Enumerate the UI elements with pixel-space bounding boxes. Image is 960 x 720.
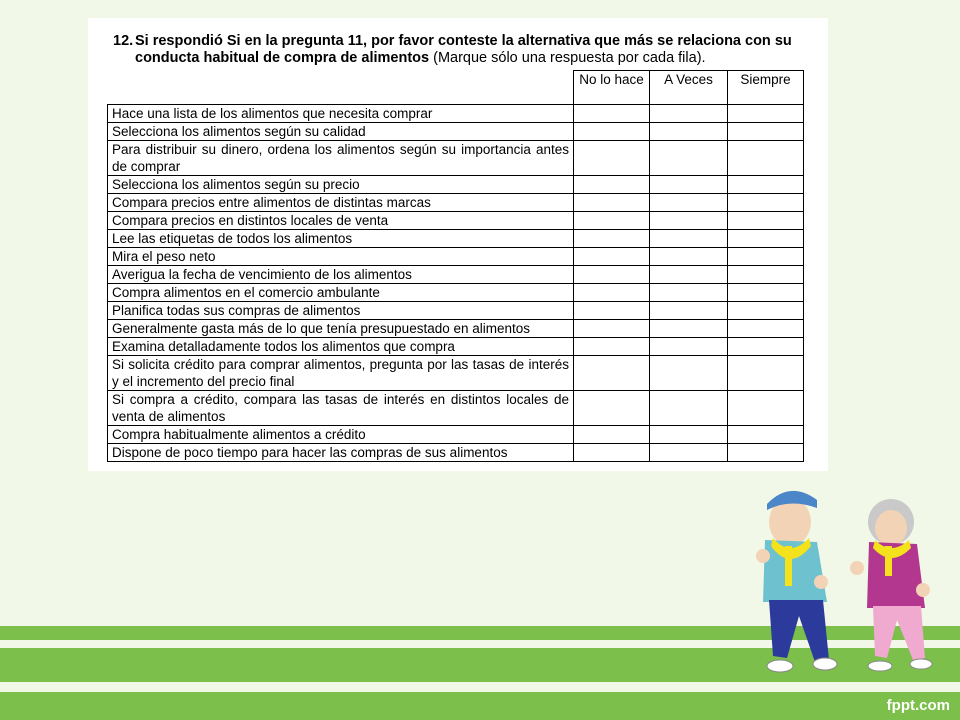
- answer-cell-siempre[interactable]: [728, 230, 804, 248]
- answer-cell-a-veces[interactable]: [650, 391, 728, 426]
- column-header-siempre: Siempre: [728, 71, 804, 105]
- table-row: [108, 141, 804, 176]
- answer-cell-no-lo-hace[interactable]: [574, 444, 650, 462]
- table-row: [108, 194, 804, 212]
- answer-cell-a-veces[interactable]: [650, 194, 728, 212]
- answer-cell-no-lo-hace[interactable]: [574, 230, 650, 248]
- row-statement: Dispone de poco tiempo para hacer las compras de sus alimentos: [108, 444, 574, 462]
- answer-cell-siempre[interactable]: [728, 320, 804, 338]
- row-statement: Para distribuir su dinero, ordena los alimentos según su importancia antes de comprar: [108, 141, 574, 176]
- answer-cell-siempre[interactable]: [728, 212, 804, 230]
- row-statement: Selecciona los alimentos según su calidad: [108, 123, 574, 141]
- answer-cell-siempre[interactable]: [728, 426, 804, 444]
- answer-cell-a-veces[interactable]: [650, 123, 728, 141]
- answer-cell-no-lo-hace[interactable]: [574, 194, 650, 212]
- answer-cell-siempre[interactable]: [728, 194, 804, 212]
- row-statement: Planifica todas sus compras de alimentos: [108, 302, 574, 320]
- row-statement: Selecciona los alimentos según su precio: [108, 176, 574, 194]
- table-header-row: [108, 71, 804, 105]
- answer-cell-no-lo-hace[interactable]: [574, 426, 650, 444]
- answer-cell-no-lo-hace[interactable]: [574, 356, 650, 391]
- answer-cell-siempre[interactable]: [728, 391, 804, 426]
- answer-cell-a-veces[interactable]: [650, 141, 728, 176]
- column-header-a-veces: A Veces: [650, 71, 728, 105]
- table-row: [108, 302, 804, 320]
- answer-cell-a-veces[interactable]: [650, 248, 728, 266]
- answer-cell-a-veces[interactable]: [650, 426, 728, 444]
- row-statement: Generalmente gasta más de lo que tenía presupuestado en alimentos: [108, 320, 574, 338]
- jogging-man: [756, 491, 837, 672]
- table-row: [108, 176, 804, 194]
- answer-cell-siempre[interactable]: [728, 141, 804, 176]
- answer-cell-a-veces[interactable]: [650, 320, 728, 338]
- answer-cell-a-veces[interactable]: [650, 338, 728, 356]
- question-text-line1: Si respondió Si en la pregunta 11, por favor conteste la alternativa que más se relaciona con su: [135, 33, 792, 49]
- header-blank-cell: [108, 71, 574, 105]
- question-number: 12.: [113, 33, 134, 49]
- table-row: [108, 123, 804, 141]
- row-statement: Averigua la fecha de vencimiento de los alimentos: [108, 266, 574, 284]
- table-row: [108, 444, 804, 462]
- answer-cell-no-lo-hace[interactable]: [574, 320, 650, 338]
- answer-cell-siempre[interactable]: [728, 444, 804, 462]
- answer-cell-no-lo-hace[interactable]: [574, 176, 650, 194]
- answer-cell-a-veces[interactable]: [650, 176, 728, 194]
- answer-cell-a-veces[interactable]: [650, 230, 728, 248]
- table-row: [108, 248, 804, 266]
- answer-cell-no-lo-hace[interactable]: [574, 338, 650, 356]
- question-instructions: (Marque sólo una respuesta por cada fila).: [429, 50, 706, 66]
- answer-cell-no-lo-hace[interactable]: [574, 266, 650, 284]
- jogging-woman: [850, 499, 932, 671]
- question-title: [113, 33, 803, 67]
- answer-cell-no-lo-hace[interactable]: [574, 105, 650, 123]
- row-statement: Si solicita crédito para comprar alimentos, pregunta por las tasas de interés y el incremento del precio final: [108, 356, 574, 391]
- answer-cell-no-lo-hace[interactable]: [574, 141, 650, 176]
- answer-cell-siempre[interactable]: [728, 123, 804, 141]
- table-row: [108, 320, 804, 338]
- answer-cell-siempre[interactable]: [728, 302, 804, 320]
- table-row: [108, 230, 804, 248]
- row-statement: Compra habitualmente alimentos a crédito: [108, 426, 574, 444]
- answer-cell-a-veces[interactable]: [650, 266, 728, 284]
- answer-cell-siempre[interactable]: [728, 266, 804, 284]
- answer-cell-no-lo-hace[interactable]: [574, 284, 650, 302]
- row-statement: Si compra a crédito, compara las tasas de interés en distintos locales de venta de alimentos: [108, 391, 574, 426]
- brand-watermark: fppt.com: [886, 697, 950, 714]
- table-row: [108, 391, 804, 426]
- row-statement: Compara precios entre alimentos de distintas marcas: [108, 194, 574, 212]
- answer-cell-no-lo-hace[interactable]: [574, 248, 650, 266]
- answer-cell-a-veces[interactable]: [650, 356, 728, 391]
- column-header-no-lo-hace: No lo hace: [574, 71, 650, 105]
- row-statement: Hace una lista de los alimentos que necesita comprar: [108, 105, 574, 123]
- question-text-emphasis: conducta habitual de compra de alimentos: [135, 50, 430, 66]
- elderly-couple-jogging-illustration: [745, 480, 945, 680]
- answer-cell-no-lo-hace[interactable]: [574, 123, 650, 141]
- table-row: [108, 284, 804, 302]
- row-statement: Compra alimentos en el comercio ambulante: [108, 284, 574, 302]
- row-statement: Compara precios en distintos locales de venta: [108, 212, 574, 230]
- answer-cell-no-lo-hace[interactable]: [574, 302, 650, 320]
- answer-cell-a-veces[interactable]: [650, 284, 728, 302]
- table-row: [108, 356, 804, 391]
- row-statement: Lee las etiquetas de todos los alimentos: [108, 230, 574, 248]
- table-row: [108, 338, 804, 356]
- table-row: [108, 105, 804, 123]
- answer-cell-siempre[interactable]: [728, 338, 804, 356]
- answer-cell-siempre[interactable]: [728, 176, 804, 194]
- answer-cell-a-veces[interactable]: [650, 105, 728, 123]
- answer-cell-siempre[interactable]: [728, 284, 804, 302]
- answer-cell-no-lo-hace[interactable]: [574, 212, 650, 230]
- row-statement: Examina detalladamente todos los alimentos que compra: [108, 338, 574, 356]
- answer-cell-a-veces[interactable]: [650, 302, 728, 320]
- decorative-stripe: [0, 692, 960, 720]
- answer-cell-siempre[interactable]: [728, 248, 804, 266]
- table-row: [108, 426, 804, 444]
- answer-cell-a-veces[interactable]: [650, 212, 728, 230]
- survey-table: [107, 70, 804, 462]
- row-statement: Mira el peso neto: [108, 248, 574, 266]
- answer-cell-a-veces[interactable]: [650, 444, 728, 462]
- table-row: [108, 212, 804, 230]
- answer-cell-no-lo-hace[interactable]: [574, 391, 650, 426]
- answer-cell-siempre[interactable]: [728, 105, 804, 123]
- table-row: [108, 266, 804, 284]
- answer-cell-siempre[interactable]: [728, 356, 804, 391]
